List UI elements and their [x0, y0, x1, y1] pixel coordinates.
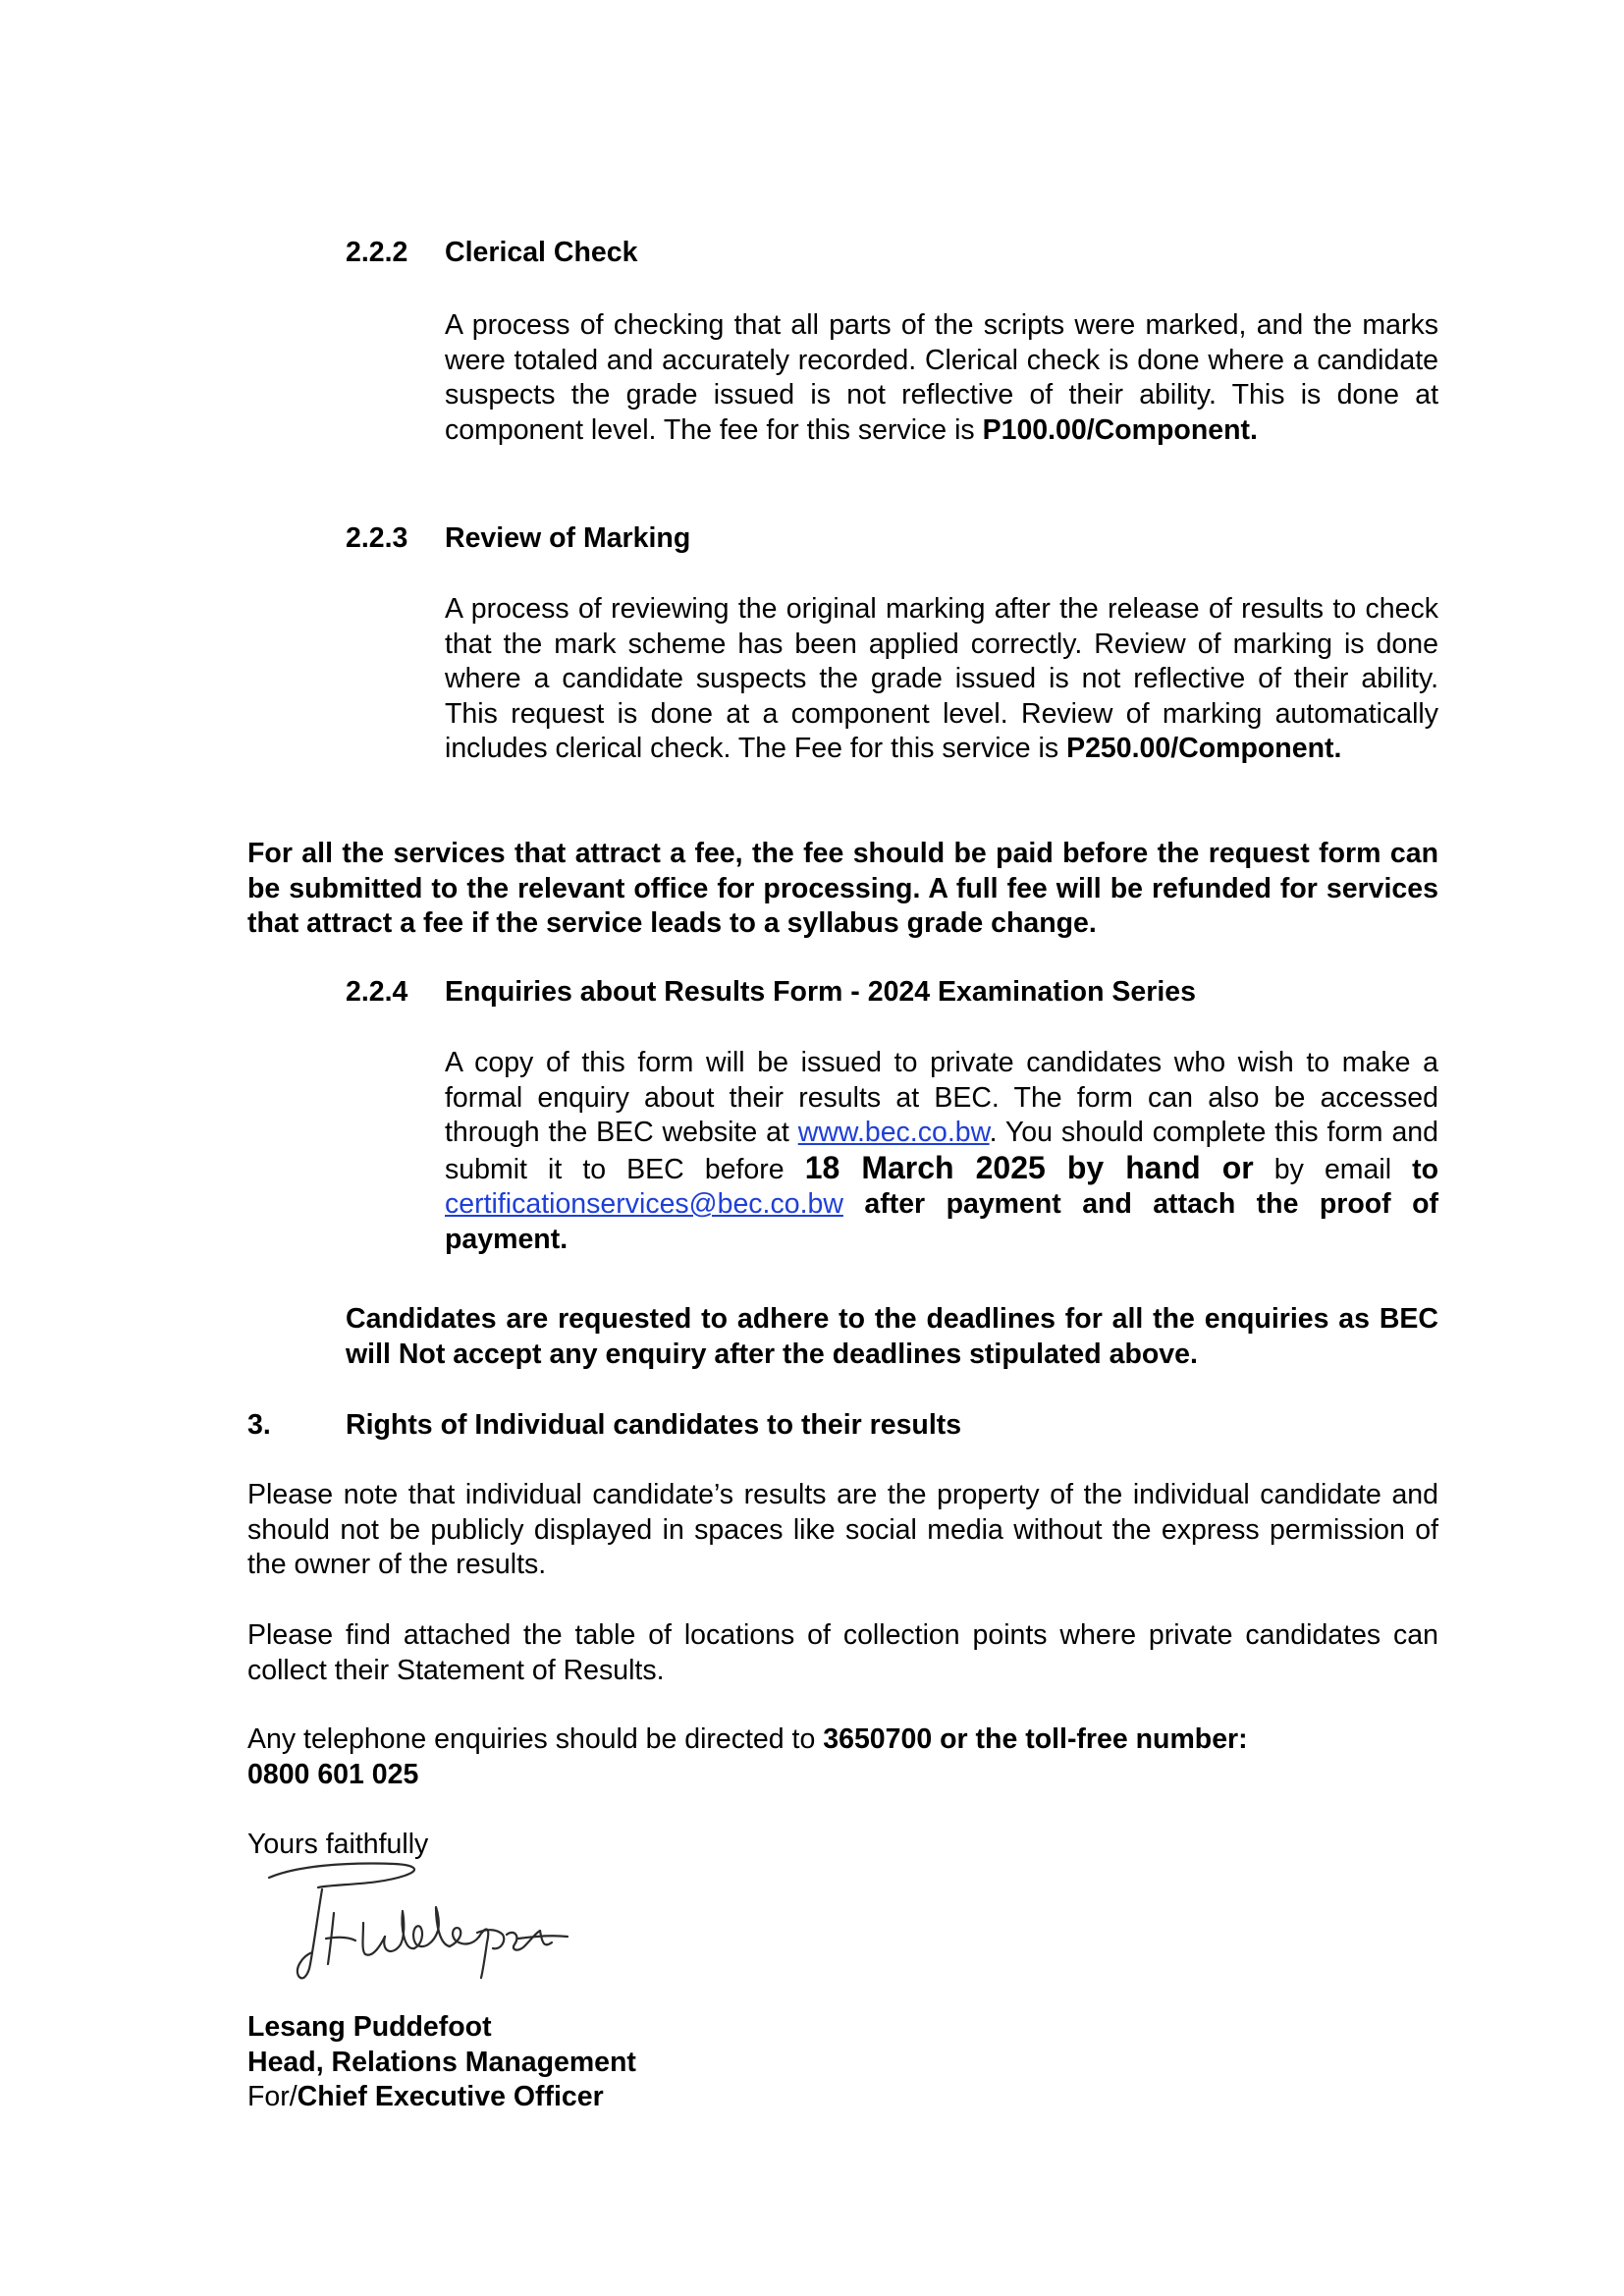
- body-text-bold: after payment and attach the proof of payment.: [445, 1188, 1438, 1255]
- section-number: 3.: [247, 1409, 271, 1441]
- fee-text: P100.00/Component.: [982, 413, 1258, 446]
- rights-paragraph: Please note that individual candidate’s results are the property of the individual candidate and should not be publicly displayed in spaces like social media without the express permission of the owner of the results.: [247, 1479, 1438, 1580]
- tollfree-number: 0800 601 025: [247, 1758, 419, 1790]
- signature-icon: [257, 1854, 571, 2001]
- signatory-office: [247, 2080, 604, 2115]
- closing: Yours faithfully: [247, 1829, 429, 1860]
- fee-text: P250.00/Component.: [1066, 733, 1342, 764]
- section-number: 2.2.4: [346, 976, 408, 1008]
- section-number: 2.2.3: [346, 522, 408, 554]
- fee-notice: For all the services that attract a fee, the fee should be paid before the request form can be submitted to the relevant office for processing. A full fee will be refunded for services that attract a fee if the service leads to a syllabus grade change.: [247, 838, 1438, 939]
- section-heading: Review of Marking: [445, 522, 691, 554]
- phone-text: Any telephone enquiries should be directed to: [247, 1723, 816, 1755]
- website-link[interactable]: www.bec.co.bw: [797, 1117, 990, 1148]
- body-text: A process of checking that all parts of the scripts were marked, and the marks were totaled and accurately recorded. Clerical check is done where a candidate suspects the grade issued is not reflective of their ability. This is done at component level. The fee for this service is: [445, 309, 1438, 446]
- signatory-title: Head, Relations Management: [247, 2047, 636, 2078]
- deadline-text: 18 March 2025 by hand or: [804, 1149, 1254, 1185]
- deadline-notice: Candidates are requested to adhere to the deadlines for all the enquiries as BEC will Not accept any enquiry after the deadlines stipulated above.: [346, 1303, 1438, 1370]
- phone-numbers: 3650700 or the toll-free number:: [823, 1723, 1248, 1755]
- body-text: . You should complete this form and submit it to BEC before: [445, 1117, 1438, 1185]
- phone-paragraph: [247, 1722, 1438, 1792]
- section-number: 2.2.2: [346, 237, 408, 268]
- body-text: A process of reviewing the original marking after the release of results to check that the mark scheme has been applied correctly. Review of marking is done where a candidate suspects the grade issued is not reflective of their ability. This request is done at a component level. Review of marking automatically includes clerical check. The Fee for this service is: [445, 593, 1438, 764]
- office-name: Chief Executive Officer: [297, 2081, 604, 2112]
- section-body: [445, 308, 1438, 448]
- body-text: A copy of this form will be issued to private candidates who wish to make a formal enquiry about their results at BEC. The form can also be accessed through the BEC website at: [445, 1047, 1438, 1148]
- section-heading: Rights of Individual candidates to their results: [346, 1409, 962, 1441]
- collection-paragraph: Please find attached the table of locations of collection points where private candidates can collect their Statement of Results.: [247, 1619, 1438, 1686]
- body-text: by email: [1273, 1153, 1392, 1185]
- to-text: to: [1412, 1153, 1439, 1185]
- signatory-name: Lesang Puddefoot: [247, 2011, 492, 2043]
- section-heading: Clerical Check: [445, 237, 638, 268]
- section-body: [445, 1046, 1438, 1257]
- email-link[interactable]: certificationservices@bec.co.bw: [445, 1188, 843, 1220]
- section-heading: Enquiries about Results Form - 2024 Examination Series: [445, 976, 1196, 1008]
- section-body: [445, 592, 1438, 767]
- for-prefix: For/: [247, 2081, 298, 2112]
